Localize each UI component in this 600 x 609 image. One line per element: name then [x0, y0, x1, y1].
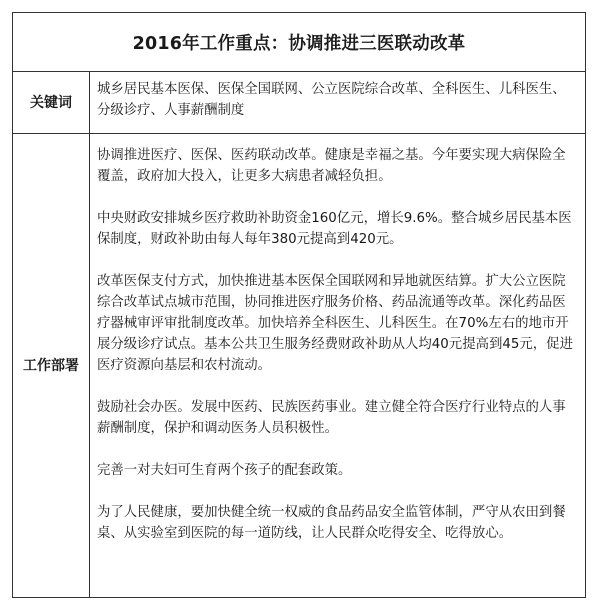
work-paragraph: 完善一对夫妇可生育两个孩子的配套政策。 — [97, 463, 352, 478]
keywords-row — [13, 71, 585, 134]
work-deployment-row — [13, 133, 585, 597]
work-paragraph: 中央财政安排城乡医疗救助补助资金160亿元，增长9.6%。整合城乡居民基本医保制度，财政补助由每人每年380元提高到420元。 — [97, 211, 572, 247]
work-paragraph: 为了人民健康，要加快健全统一权威的食品药品安全监管体制，严守从农田到餐桌、从实验室到医院的每一道防线，让人民群众吃得安全、吃得放心。 — [97, 505, 566, 541]
work-deployment-label: 工作部署 — [13, 133, 90, 597]
table-title: 2016年工作重点：协调推进三医联动改革 — [13, 13, 585, 72]
keywords-label: 关键词 — [13, 71, 90, 133]
work-paragraph: 改革医保支付方式，加快推进基本医保全国联网和异地就医结算。扩大公立医院综合改革试点城市范围，协同推进医疗服务价格、药品流通等改革。深化药品医疗器械审评审批制度改革。加快培养全科医生、儿科医生。在70%左右的地市开展分级诊疗试点。基本公共卫生服务经费财政补助从人均40元提高到45元，促进医疗资源向基层和农村流动。 — [97, 274, 573, 373]
work-paragraph: 鼓励社会办医。发展中医药、民族医药事业。建立健全符合医疗行业特点的人事薪酬制度，保护和调动医务人员积极性。 — [97, 400, 566, 436]
keywords-text: 城乡居民基本医保、医保全国联网、公立医院综合改革、全科医生、儿科医生、分级诊疗、人事薪酬制度 — [97, 82, 566, 118]
work-deployment-content — [97, 145, 575, 565]
work-paragraph: 协调推进医疗、医保、医药联动改革。健康是幸福之基。今年要实现大病保险全覆盖，政府加大投入，让更多大病患者减轻负担。 — [97, 148, 566, 184]
policy-table — [12, 12, 586, 598]
